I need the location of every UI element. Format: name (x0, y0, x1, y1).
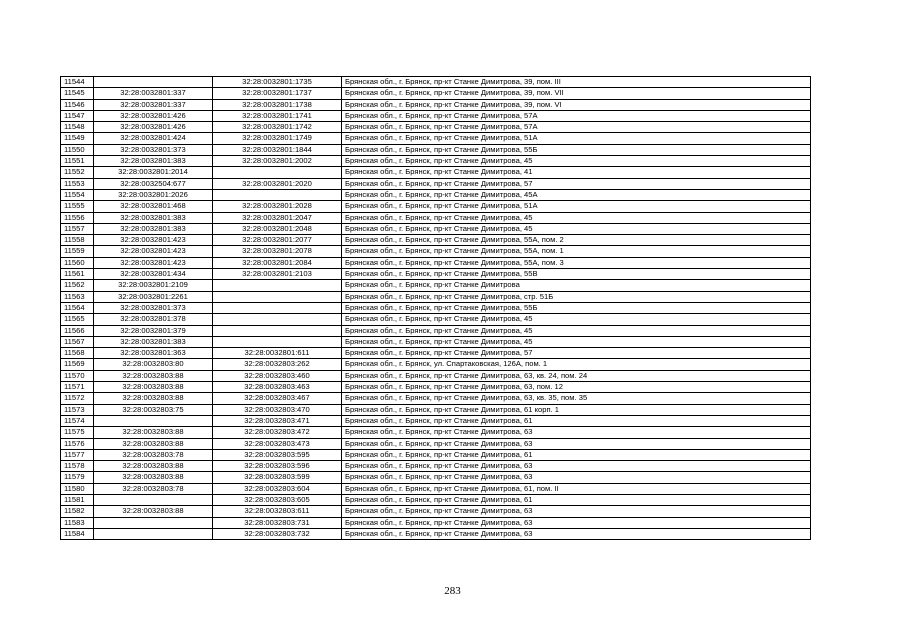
land-cadastral-number-cell: 32:28:0032803:78 (94, 483, 213, 494)
table-row (61, 517, 811, 528)
address-cell: Брянская обл., г. Брянск, пр-кт Станке Димитрова, 63 (342, 427, 811, 438)
table-row (61, 189, 811, 200)
building-cadastral-number-cell: 32:28:0032801:2103 (213, 269, 342, 280)
row-number-cell: 11566 (61, 325, 94, 336)
address-cell: Брянская обл., г. Брянск, пр-кт Станке Димитрова, 61 (342, 449, 811, 460)
building-cadastral-number-cell: 32:28:0032803:470 (213, 404, 342, 415)
address-cell: Брянская обл., г. Брянск, пр-кт Станке Димитрова, 55А, пом. 1 (342, 246, 811, 257)
land-cadastral-number-cell (94, 517, 213, 528)
row-number-cell: 11562 (61, 280, 94, 291)
row-number-cell: 11578 (61, 461, 94, 472)
address-cell: Брянская обл., г. Брянск, пр-кт Станке Димитрова, 45 (342, 212, 811, 223)
address-cell: Брянская обл., г. Брянск, пр-кт Станке Димитрова, 63 (342, 438, 811, 449)
address-cell: Брянская обл., г. Брянск, пр-кт Станке Димитрова, 63 (342, 517, 811, 528)
address-cell: Брянская обл., г. Брянск, пр-кт Станке Димитрова, 57 (342, 348, 811, 359)
building-cadastral-number-cell: 32:28:0032803:595 (213, 449, 342, 460)
building-cadastral-number-cell: 32:28:0032801:1737 (213, 88, 342, 99)
row-number-cell: 11560 (61, 257, 94, 268)
land-cadastral-number-cell: 32:28:0032803:88 (94, 506, 213, 517)
row-number-cell: 11580 (61, 483, 94, 494)
building-cadastral-number-cell: 32:28:0032801:2020 (213, 178, 342, 189)
table-row (61, 110, 811, 121)
table-row (61, 427, 811, 438)
building-cadastral-number-cell: 32:28:0032803:473 (213, 438, 342, 449)
building-cadastral-number-cell (213, 302, 342, 313)
address-cell: Брянская обл., г. Брянск, ул. Спартаковская, 126А, пом. 1 (342, 359, 811, 370)
land-cadastral-number-cell: 32:28:0032801:2014 (94, 167, 213, 178)
building-cadastral-number-cell: 32:28:0032803:596 (213, 461, 342, 472)
building-cadastral-number-cell (213, 314, 342, 325)
building-cadastral-number-cell: 32:28:0032803:599 (213, 472, 342, 483)
building-cadastral-number-cell: 32:28:0032803:471 (213, 415, 342, 426)
row-number-cell: 11574 (61, 415, 94, 426)
building-cadastral-number-cell: 32:28:0032801:1738 (213, 99, 342, 110)
row-number-cell: 11573 (61, 404, 94, 415)
table-row (61, 438, 811, 449)
building-cadastral-number-cell: 32:28:0032801:1742 (213, 122, 342, 133)
table-row (61, 235, 811, 246)
row-number-cell: 11563 (61, 291, 94, 302)
table-row (61, 359, 811, 370)
land-cadastral-number-cell (94, 77, 213, 88)
table-row (61, 201, 811, 212)
building-cadastral-number-cell: 32:28:0032803:262 (213, 359, 342, 370)
building-cadastral-number-cell (213, 280, 342, 291)
table-row (61, 302, 811, 313)
table-row (61, 269, 811, 280)
building-cadastral-number-cell: 32:28:0032801:2047 (213, 212, 342, 223)
row-number-cell: 11557 (61, 223, 94, 234)
address-cell: Брянская обл., г. Брянск, пр-кт Станке Димитрова, 57А (342, 122, 811, 133)
land-cadastral-number-cell: 32:28:0032801:378 (94, 314, 213, 325)
table-row (61, 472, 811, 483)
table-row (61, 291, 811, 302)
row-number-cell: 11583 (61, 517, 94, 528)
table-row (61, 404, 811, 415)
address-cell: Брянская обл., г. Брянск, пр-кт Станке Димитрова, 55Б (342, 144, 811, 155)
row-number-cell: 11567 (61, 336, 94, 347)
land-cadastral-number-cell: 32:28:0032803:88 (94, 461, 213, 472)
building-cadastral-number-cell (213, 189, 342, 200)
address-cell: Брянская обл., г. Брянск, пр-кт Станке Димитрова, 45А (342, 189, 811, 200)
table-row (61, 370, 811, 381)
land-cadastral-number-cell: 32:28:0032801:434 (94, 269, 213, 280)
row-number-cell: 11575 (61, 427, 94, 438)
row-number-cell: 11582 (61, 506, 94, 517)
building-cadastral-number-cell: 32:28:0032801:611 (213, 348, 342, 359)
land-cadastral-number-cell: 32:28:0032801:337 (94, 88, 213, 99)
address-cell: Брянская обл., г. Брянск, пр-кт Станке Димитрова, 41 (342, 167, 811, 178)
land-cadastral-number-cell: 32:28:0032801:373 (94, 302, 213, 313)
land-cadastral-number-cell: 32:28:0032801:424 (94, 133, 213, 144)
land-cadastral-number-cell: 32:28:0032803:88 (94, 472, 213, 483)
building-cadastral-number-cell: 32:28:0032801:2084 (213, 257, 342, 268)
row-number-cell: 11561 (61, 269, 94, 280)
row-number-cell: 11550 (61, 144, 94, 155)
land-cadastral-number-cell (94, 415, 213, 426)
building-cadastral-number-cell: 32:28:0032803:472 (213, 427, 342, 438)
address-cell: Брянская обл., г. Брянск, пр-кт Станке Димитрова, 45 (342, 325, 811, 336)
building-cadastral-number-cell: 32:28:0032801:2077 (213, 235, 342, 246)
row-number-cell: 11579 (61, 472, 94, 483)
row-number-cell: 11555 (61, 201, 94, 212)
row-number-cell: 11568 (61, 348, 94, 359)
address-cell: Брянская обл., г. Брянск, пр-кт Станке Димитрова, 55Б (342, 302, 811, 313)
address-cell: Брянская обл., г. Брянск, пр-кт Станке Димитрова, 55А, пом. 2 (342, 235, 811, 246)
table-row (61, 449, 811, 460)
row-number-cell: 11564 (61, 302, 94, 313)
table-row (61, 415, 811, 426)
land-cadastral-number-cell: 32:28:0032803:75 (94, 404, 213, 415)
table-row (61, 144, 811, 155)
address-cell: Брянская обл., г. Брянск, пр-кт Станке Димитрова, 61 (342, 415, 811, 426)
row-number-cell: 11558 (61, 235, 94, 246)
address-cell: Брянская обл., г. Брянск, пр-кт Станке Димитрова, 39, пом. VII (342, 88, 811, 99)
table-row (61, 348, 811, 359)
building-cadastral-number-cell: 32:28:0032803:732 (213, 528, 342, 539)
table-row (61, 178, 811, 189)
address-cell: Брянская обл., г. Брянск, пр-кт Станке Димитрова, 57А (342, 110, 811, 121)
building-cadastral-number-cell: 32:28:0032803:731 (213, 517, 342, 528)
address-cell: Брянская обл., г. Брянск, пр-кт Станке Димитрова, 39, пом. VI (342, 99, 811, 110)
land-cadastral-number-cell: 32:28:0032803:78 (94, 449, 213, 460)
row-number-cell: 11544 (61, 77, 94, 88)
row-number-cell: 11569 (61, 359, 94, 370)
table-row (61, 483, 811, 494)
table-row (61, 382, 811, 393)
table-row (61, 393, 811, 404)
building-cadastral-number-cell: 32:28:0032803:605 (213, 494, 342, 505)
registry-table (60, 76, 811, 540)
building-cadastral-number-cell: 32:28:0032803:604 (213, 483, 342, 494)
land-cadastral-number-cell: 32:28:0032801:426 (94, 122, 213, 133)
table-row (61, 461, 811, 472)
table-row (61, 257, 811, 268)
page-number: 283 (444, 585, 461, 597)
table-row (61, 156, 811, 167)
row-number-cell: 11549 (61, 133, 94, 144)
building-cadastral-number-cell: 32:28:0032801:1735 (213, 77, 342, 88)
land-cadastral-number-cell: 32:28:0032801:363 (94, 348, 213, 359)
land-cadastral-number-cell: 32:28:0032801:468 (94, 201, 213, 212)
building-cadastral-number-cell: 32:28:0032801:1749 (213, 133, 342, 144)
row-number-cell: 11571 (61, 382, 94, 393)
land-cadastral-number-cell: 32:28:0032801:383 (94, 156, 213, 167)
row-number-cell: 11581 (61, 494, 94, 505)
table-row (61, 494, 811, 505)
address-cell: Брянская обл., г. Брянск, пр-кт Станке Димитрова, 45 (342, 223, 811, 234)
table-row (61, 246, 811, 257)
table-row (61, 77, 811, 88)
address-cell: Брянская обл., г. Брянск, пр-кт Станке Димитрова, 55В (342, 269, 811, 280)
registry-table-body (61, 77, 811, 540)
land-cadastral-number-cell: 32:28:0032801:383 (94, 223, 213, 234)
land-cadastral-number-cell: 32:28:0032801:383 (94, 212, 213, 223)
land-cadastral-number-cell: 32:28:0032801:423 (94, 235, 213, 246)
building-cadastral-number-cell: 32:28:0032803:463 (213, 382, 342, 393)
land-cadastral-number-cell: 32:28:0032803:88 (94, 438, 213, 449)
land-cadastral-number-cell (94, 494, 213, 505)
row-number-cell: 11576 (61, 438, 94, 449)
land-cadastral-number-cell: 32:28:0032801:383 (94, 336, 213, 347)
building-cadastral-number-cell: 32:28:0032801:2048 (213, 223, 342, 234)
table-row (61, 325, 811, 336)
land-cadastral-number-cell: 32:28:0032801:337 (94, 99, 213, 110)
row-number-cell: 11577 (61, 449, 94, 460)
row-number-cell: 11546 (61, 99, 94, 110)
land-cadastral-number-cell: 32:28:0032803:88 (94, 393, 213, 404)
land-cadastral-number-cell: 32:28:0032801:2261 (94, 291, 213, 302)
table-row (61, 280, 811, 291)
address-cell: Брянская обл., г. Брянск, пр-кт Станке Димитрова, 51А (342, 201, 811, 212)
row-number-cell: 11556 (61, 212, 94, 223)
row-number-cell: 11554 (61, 189, 94, 200)
table-row (61, 99, 811, 110)
row-number-cell: 11559 (61, 246, 94, 257)
row-number-cell: 11547 (61, 110, 94, 121)
table-row (61, 167, 811, 178)
table-row (61, 314, 811, 325)
address-cell: Брянская обл., г. Брянск, пр-кт Станке Димитрова, 63 (342, 461, 811, 472)
address-cell: Брянская обл., г. Брянск, пр-кт Станке Димитрова, 55А, пом. 3 (342, 257, 811, 268)
building-cadastral-number-cell: 32:28:0032801:1741 (213, 110, 342, 121)
row-number-cell: 11584 (61, 528, 94, 539)
address-cell: Брянская обл., г. Брянск, пр-кт Станке Димитрова (342, 280, 811, 291)
address-cell: Брянская обл., г. Брянск, пр-кт Станке Димитрова, 63 (342, 472, 811, 483)
row-number-cell: 11572 (61, 393, 94, 404)
table-row (61, 122, 811, 133)
row-number-cell: 11551 (61, 156, 94, 167)
table-row (61, 506, 811, 517)
land-cadastral-number-cell: 32:28:0032801:2026 (94, 189, 213, 200)
land-cadastral-number-cell: 32:28:0032803:88 (94, 382, 213, 393)
row-number-cell: 11553 (61, 178, 94, 189)
address-cell: Брянская обл., г. Брянск, пр-кт Станке Димитрова, 63, пом. 12 (342, 382, 811, 393)
table-row (61, 528, 811, 539)
building-cadastral-number-cell: 32:28:0032803:467 (213, 393, 342, 404)
table-row (61, 133, 811, 144)
address-cell: Брянская обл., г. Брянск, пр-кт Станке Димитрова, 63, кв. 24, пом. 24 (342, 370, 811, 381)
address-cell: Брянская обл., г. Брянск, пр-кт Станке Димитрова, 63 (342, 506, 811, 517)
land-cadastral-number-cell: 32:28:0032803:80 (94, 359, 213, 370)
row-number-cell: 11548 (61, 122, 94, 133)
land-cadastral-number-cell: 32:28:0032801:426 (94, 110, 213, 121)
address-cell: Брянская обл., г. Брянск, пр-кт Станке Димитрова, 57 (342, 178, 811, 189)
land-cadastral-number-cell: 32:28:0032801:373 (94, 144, 213, 155)
land-cadastral-number-cell: 32:28:0032803:88 (94, 427, 213, 438)
table-row (61, 336, 811, 347)
building-cadastral-number-cell: 32:28:0032801:1844 (213, 144, 342, 155)
building-cadastral-number-cell (213, 167, 342, 178)
building-cadastral-number-cell: 32:28:0032803:611 (213, 506, 342, 517)
building-cadastral-number-cell: 32:28:0032803:460 (213, 370, 342, 381)
address-cell: Брянская обл., г. Брянск, пр-кт Станке Димитрова, 63 (342, 528, 811, 539)
land-cadastral-number-cell: 32:28:0032801:379 (94, 325, 213, 336)
address-cell: Брянская обл., г. Брянск, пр-кт Станке Димитрова, 45 (342, 314, 811, 325)
address-cell: Брянская обл., г. Брянск, пр-кт Станке Димитрова, 45 (342, 156, 811, 167)
address-cell: Брянская обл., г. Брянск, пр-кт Станке Димитрова, 39, пом. III (342, 77, 811, 88)
building-cadastral-number-cell (213, 325, 342, 336)
table-row (61, 88, 811, 99)
address-cell: Брянская обл., г. Брянск, пр-кт Станке Димитрова, 63, кв. 35, пом. 35 (342, 393, 811, 404)
building-cadastral-number-cell: 32:28:0032801:2002 (213, 156, 342, 167)
land-cadastral-number-cell (94, 528, 213, 539)
address-cell: Брянская обл., г. Брянск, пр-кт Станке Димитрова, 61 (342, 494, 811, 505)
building-cadastral-number-cell: 32:28:0032801:2028 (213, 201, 342, 212)
row-number-cell: 11552 (61, 167, 94, 178)
row-number-cell: 11570 (61, 370, 94, 381)
row-number-cell: 11545 (61, 88, 94, 99)
table-row (61, 212, 811, 223)
address-cell: Брянская обл., г. Брянск, пр-кт Станке Димитрова, 51А (342, 133, 811, 144)
land-cadastral-number-cell: 32:28:0032801:2109 (94, 280, 213, 291)
address-cell: Брянская обл., г. Брянск, пр-кт Станке Димитрова, 61 корп. 1 (342, 404, 811, 415)
building-cadastral-number-cell: 32:28:0032801:2078 (213, 246, 342, 257)
address-cell: Брянская обл., г. Брянск, пр-кт Станке Димитрова, 45 (342, 336, 811, 347)
building-cadastral-number-cell (213, 291, 342, 302)
land-cadastral-number-cell: 32:28:0032801:423 (94, 257, 213, 268)
address-cell: Брянская обл., г. Брянск, пр-кт Станке Димитрова, стр. 51Б (342, 291, 811, 302)
land-cadastral-number-cell: 32:28:0032801:423 (94, 246, 213, 257)
table-row (61, 223, 811, 234)
land-cadastral-number-cell: 32:28:0032803:88 (94, 370, 213, 381)
row-number-cell: 11565 (61, 314, 94, 325)
land-cadastral-number-cell: 32:28:0032504:677 (94, 178, 213, 189)
building-cadastral-number-cell (213, 336, 342, 347)
address-cell: Брянская обл., г. Брянск, пр-кт Станке Димитрова, 61, пом. II (342, 483, 811, 494)
